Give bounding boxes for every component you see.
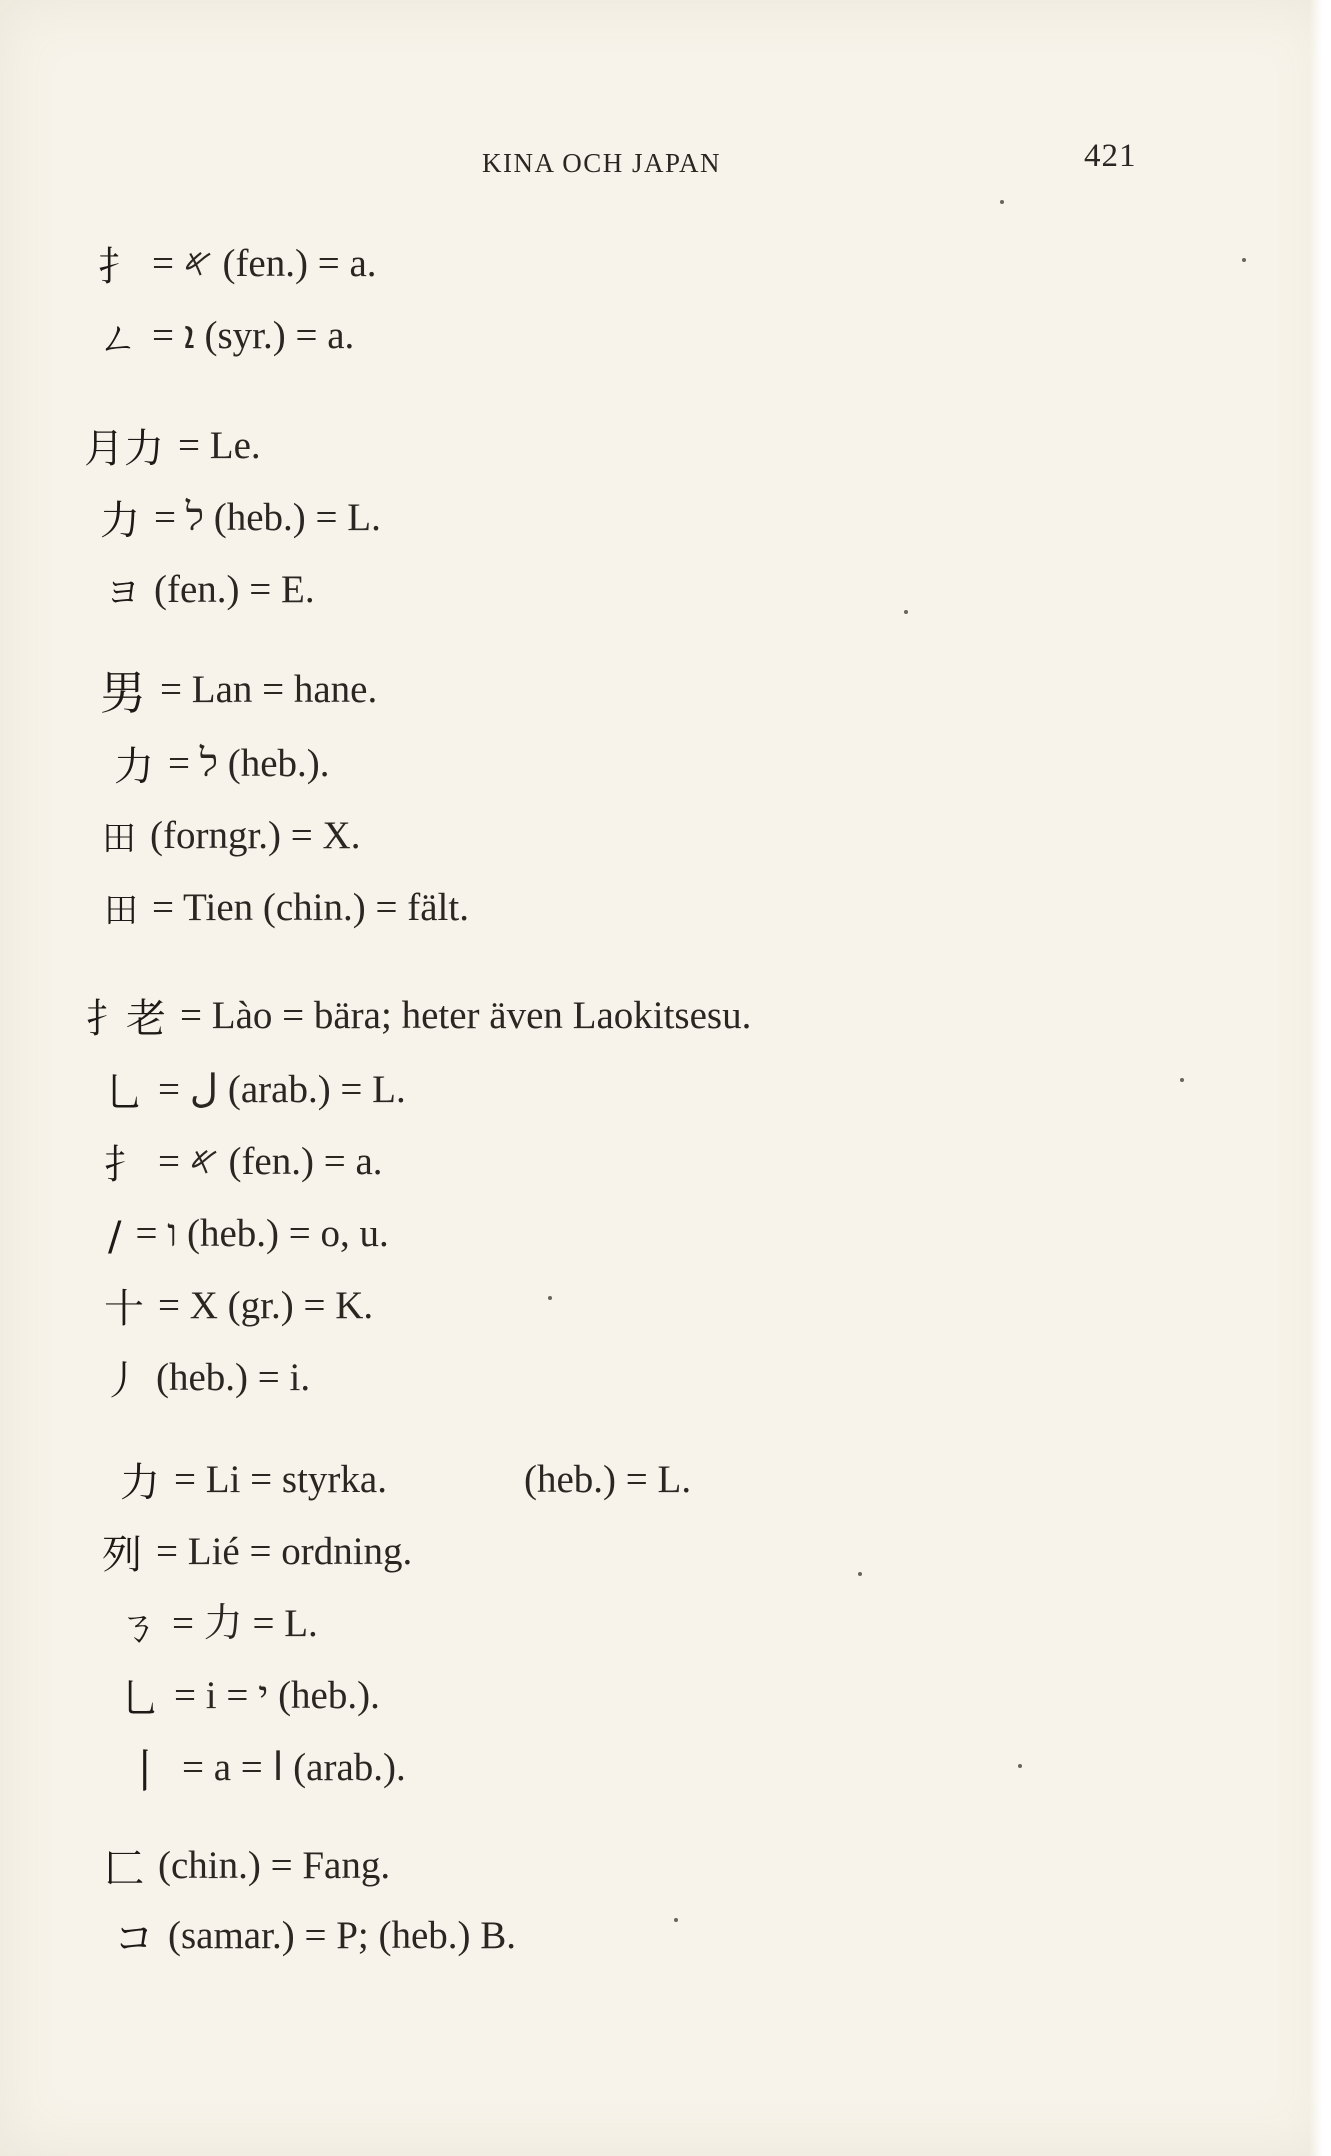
chinese-glyph: 扌 bbox=[104, 1142, 144, 1189]
entry-text: = Le. bbox=[178, 424, 261, 467]
paper-fleck bbox=[858, 1572, 862, 1576]
entry-le bbox=[84, 424, 261, 473]
entry-text: = ܐ (syr.) = a. bbox=[152, 314, 355, 357]
entry-a-arab bbox=[122, 1744, 406, 1799]
chinese-glyph: 乚 bbox=[120, 1676, 160, 1723]
entry-text: = Tien (chin.) = fält. bbox=[152, 886, 469, 929]
entry-text: = 𐤀 (fen.) = a. bbox=[152, 242, 377, 285]
entry-text: (samar.) = P; (heb.) B. bbox=[168, 1914, 517, 1957]
entry-fang bbox=[104, 1844, 391, 1893]
paper-fleck bbox=[1180, 1078, 1184, 1082]
entry-text: = Lào = bära; heter även Laokitsesu. bbox=[180, 994, 752, 1037]
paper-fleck bbox=[1018, 1764, 1022, 1768]
page-number: 421 bbox=[1084, 138, 1137, 174]
entry-lao bbox=[86, 994, 752, 1043]
entry-text: = Lié = ordning. bbox=[156, 1530, 413, 1573]
entry-text: (forngr.) = X. bbox=[150, 814, 361, 857]
entry-li bbox=[120, 1458, 387, 1507]
entry-text: = 力 = L. bbox=[172, 1602, 318, 1645]
entry-text: = a = ا (arab.). bbox=[182, 1746, 406, 1789]
chinese-glyph: ヨ bbox=[106, 573, 140, 614]
entry-text: = ل (arab.) = L. bbox=[158, 1068, 406, 1111]
entry-e-fen bbox=[106, 568, 315, 614]
entry-l-heb-2 bbox=[114, 742, 330, 791]
entry-text: = X (gr.) = K. bbox=[158, 1284, 374, 1327]
chinese-glyph: / bbox=[108, 1214, 122, 1261]
entry-o-u-heb bbox=[108, 1212, 389, 1261]
chinese-glyph: 匚 bbox=[104, 1846, 144, 1893]
chinese-glyph: 力 bbox=[120, 1460, 160, 1507]
page-edge bbox=[1309, 0, 1331, 2156]
entry-lan bbox=[100, 666, 378, 721]
chinese-glyph: 乚 bbox=[104, 1070, 144, 1117]
entry-tien bbox=[104, 886, 469, 932]
entry-text: (chin.) = Fang. bbox=[158, 1844, 391, 1887]
entry-text: = Lan = hane. bbox=[160, 668, 378, 711]
chinese-glyph: ㄋ bbox=[118, 1604, 158, 1651]
entry-a-fen bbox=[98, 242, 377, 291]
paper-fleck bbox=[1000, 200, 1004, 204]
chinese-glyph: 扌 bbox=[98, 244, 138, 291]
chinese-glyph: ㄥ bbox=[98, 316, 138, 363]
entry-text: (heb.) = i. bbox=[156, 1356, 311, 1399]
entry-l-heb-1 bbox=[100, 496, 381, 545]
paper-fleck bbox=[674, 1918, 678, 1922]
entry-x-forngr bbox=[102, 814, 361, 860]
entry-k-gr bbox=[104, 1284, 374, 1333]
chinese-glyph: 田 bbox=[102, 819, 136, 860]
entry-l-arab bbox=[104, 1068, 406, 1117]
chinese-glyph: 十 bbox=[104, 1286, 144, 1333]
paper-fleck bbox=[1242, 258, 1246, 262]
entry-a-syr bbox=[98, 314, 355, 363]
entry-text: = Li = styrka. bbox=[174, 1458, 387, 1501]
entry-text: = i = י (heb.). bbox=[174, 1674, 380, 1717]
chinese-glyph: 力 bbox=[114, 744, 154, 791]
entry-text: = ל (heb.) = L. bbox=[154, 496, 381, 539]
chinese-glyph: 丨 bbox=[122, 1744, 168, 1799]
paper-fleck bbox=[904, 610, 908, 614]
entry-a-fen-2 bbox=[104, 1140, 383, 1189]
paper-fleck bbox=[548, 1296, 552, 1300]
entry-i-heb-2 bbox=[120, 1674, 380, 1723]
entry-lie bbox=[102, 1530, 413, 1579]
chinese-glyph: コ bbox=[114, 1916, 154, 1963]
chinese-glyph: 月力 bbox=[84, 426, 164, 473]
entry-li-heb-note: (heb.) = L. bbox=[524, 1458, 692, 1501]
entry-text: (fen.) = E. bbox=[154, 568, 315, 611]
chinese-glyph: 丿 bbox=[102, 1358, 142, 1405]
entry-l-3 bbox=[118, 1602, 318, 1651]
entry-text: = 𐤀 (fen.) = a. bbox=[158, 1140, 383, 1183]
chinese-glyph: 扌老 bbox=[86, 996, 166, 1043]
chinese-glyph: 力 bbox=[100, 498, 140, 545]
entry-text: = ל (heb.). bbox=[168, 742, 330, 785]
chinese-glyph: 男 bbox=[100, 666, 146, 721]
chinese-glyph: 列 bbox=[102, 1532, 142, 1579]
chinese-glyph: 田 bbox=[104, 891, 138, 932]
entry-i-heb bbox=[102, 1356, 311, 1405]
entry-text: = ו (heb.) = o, u. bbox=[135, 1212, 389, 1255]
entry-p-samar bbox=[114, 1914, 517, 1963]
running-head: KINA OCH JAPAN bbox=[482, 148, 722, 178]
